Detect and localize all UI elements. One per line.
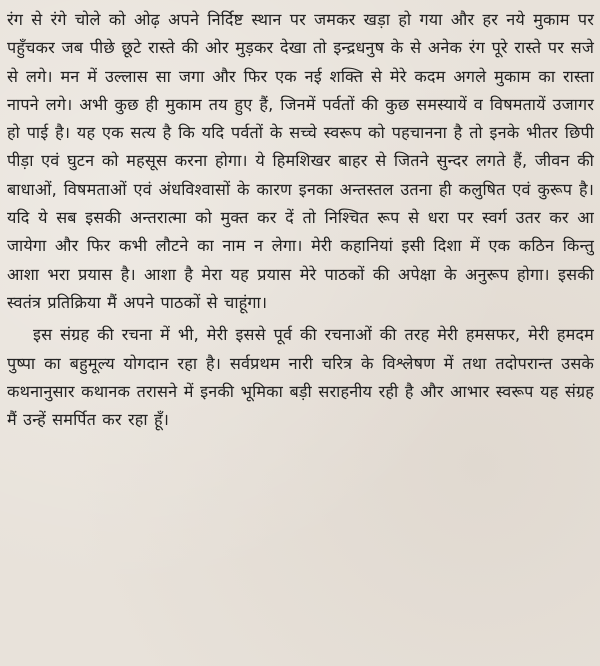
paragraph-1: रंग से रंगे चोले को ओढ़ अपने निर्दिष्ट स्थान पर जमकर खड़ा हो गया और हर नये मुकाम पर पहुँचकर जब पीछे छूटे रास्ते की ओर मुड़कर देखा तो इन्द्रधनुष के से अनेक रंग पूरे रास्ते पर सजे से लगे। मन में उल्लास सा जगा और फिर एक नई शक्ति से मेरे कदम अगले मुकाम का रास्ता नापने लगे। अभी कुछ ही मुकाम तय हुए हैं, जिनमें पर्वतों की कुछ समस्यायें व विषमतायें उजागर हो पाई है। यह एक सत्य है कि यदि पर्वतों के सच्चे स्वरूप को पहचानना है तो इनके भीतर छिपी पीड़ा एवं घुटन को महसूस करना होगा। ये हिमशिखर बाहर से जितने सुन्दर लगते हैं, जीवन की बाधाओं, विषमताओं एवं अंधविश्वासों के कारण इनका अन्तस्तल उतना ही कलुषित एवं कुरूप है। यदि ये सब इसकी अन्तरात्मा को मुक्त कर दें तो निश्चित रूप से धरा पर स्वर्ग उतर कर आ जायेगा और फिर कभी लौटने का नाम न लेगा। मेरी कहानियां इसी दिशा में एक कठिन किन्तु आशा भरा प्रयास है। आशा है मेरा यह प्रयास मेरे पाठकों की अपेक्षा के अनुरूप होगा। इसकी स्वतंत्र प्रतिक्रिया मैं अपने पाठकों से चाहूंगा। xyxy=(7,10,594,312)
paragraph-2: इस संग्रह की रचना में भी, मेरी इससे पूर्व की रचनाओं की तरह मेरी हमसफर, मेरी हमदम पुष्पा का बहुमूल्य योगदान रहा है। सर्वप्रथम नारी चरित्र के विश्लेषण में तथा तदोपरान्त उसके कथनानुसार कथानक तरासने में इनकी भूमिका बड़ी सराहनीय रही है और आभार स्वरूप यह संग्रह मैं उन्हें समर्पित कर रहा हूँ। xyxy=(7,325,594,430)
